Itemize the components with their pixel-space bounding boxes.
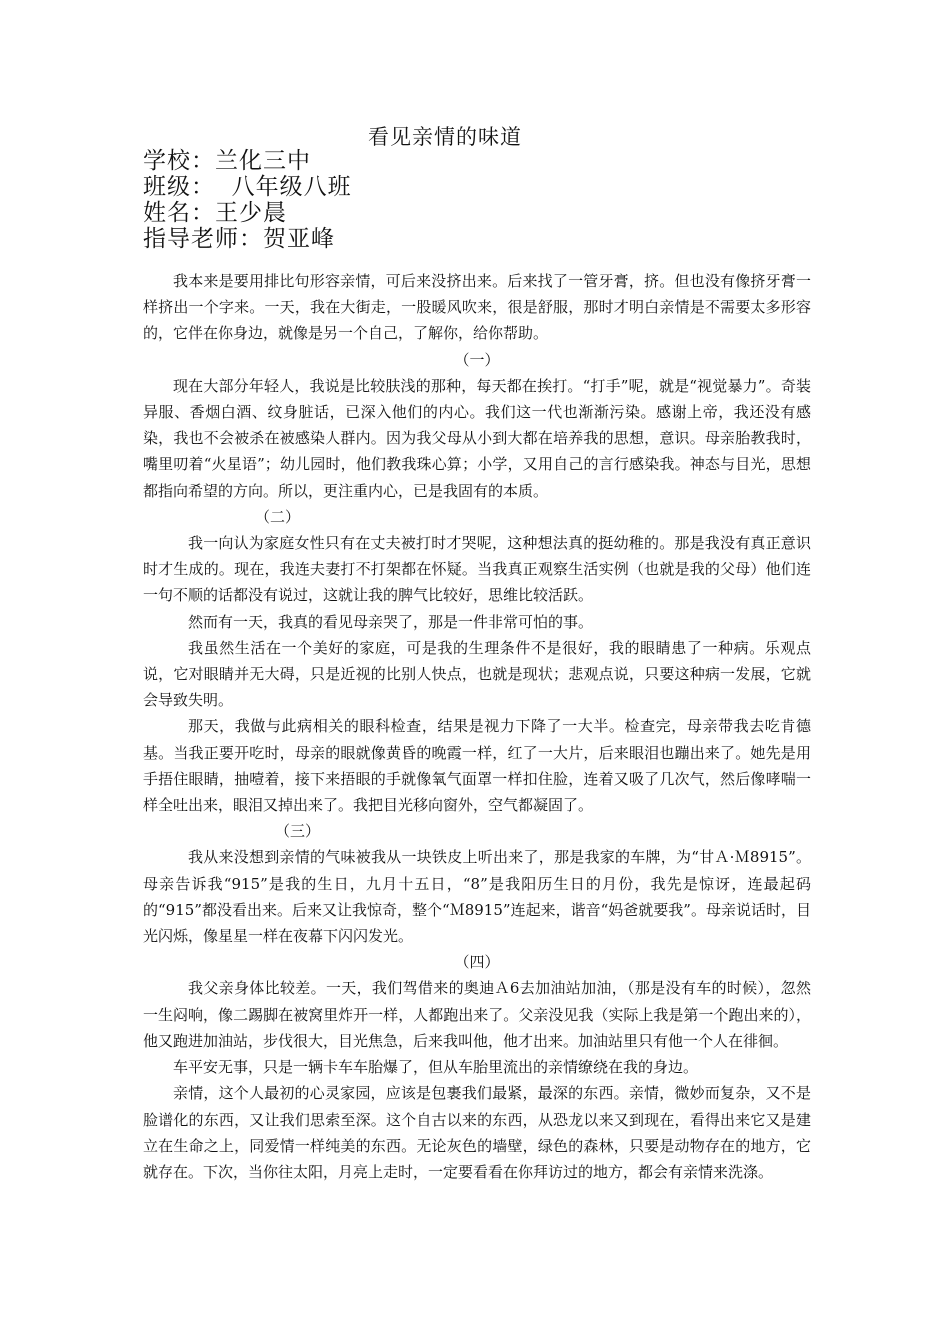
paragraph: 现在大部分年轻人，我说是比较肤浅的那种，每天都在挨打。“打手”呢，就是“视觉暴力”。奇装异服、香烟白酒、纹身脏话，已深入他们的内心。我们这一代也渐渐污染。感谢上帝，我还没有感染，我也不会被杀在被感染人群内。因为我父母从小到大都在培养我的思想，意识。母亲胎教我时，嘴里叨着“火星语”；幼儿园时，他们教我珠心算；小学，又用自己的言行感染我。神态与目光，思想都指向希望的方向。所以，更注重内心，已是我固有的本质。 (143, 376, 811, 500)
section-heading: （四） (454, 953, 500, 972)
paragraph: 亲情，这个人最初的心灵家园，应该是包裹我们最紧，最深的东西。亲情，微妙而复杂，又不是脸谱化的东西，又让我们思索至深。这个自古以来的东西，从恐龙以来又到现在，看得出来它又是建立在生命之上，同爱情一样纯美的东西。无论灰色的墙壁，绿色的森林，只要是动物存在的地方，它就存在。下次，当你往太阳，月亮上走时，一定要看看在你拜访过的地方，都会有亲情来洗涤。 (143, 1084, 811, 1181)
section-heading: （一） (454, 350, 500, 369)
school-line: 学校：兰化三中 (143, 148, 311, 174)
essay-body (143, 268, 811, 1185)
paragraph: 我虽然生活在一个美好的家庭，可是我的生理条件不是很好，我的眼睛患了一种病。乐观点说，它对眼睛并无大碍，只是近视的比别人快点，也就是现状；悲观点说，只要这种病一发展，它就会导致失明。 (143, 638, 811, 710)
section-heading: （二） (255, 507, 301, 526)
paragraph: 我本来是要用排比句形容亲情，可后来没挤出来。后来找了一管牙膏，挤。但也没有像挤牙膏一样挤出一个字来。一天，我在大街走，一股暖风吹来，很是舒服，那时才明白亲情是不需要太多形容的，它伴在你身边，就像是另一个自己，了解你，给你帮助。 (143, 272, 811, 343)
paragraph: 然而有一天，我真的看见母亲哭了，那是一件非常可怕的事。 (188, 612, 594, 631)
paragraph: 那天，我做与此病相关的眼科检查，结果是视力下降了一大半。检查完，母亲带我去吃肯德基。当我正要开吃时，母亲的眼就像黄昏的晚霞一样，红了一大片，后来眼泪也蹦出来了。她先是用手捂住眼睛，抽噎着，接下来捂眼的手就像氧气面罩一样扣住脸，连着又吸了几次气，然后像哮喘一样全吐出来，眼泪又掉出来了。我把目光移向窗外，空气都凝固了。 (143, 717, 811, 815)
class-line: 班级： 八年级八班 (143, 174, 352, 200)
paragraph: 我父亲身体比较差。一天，我们驾借来的奥迪Ａ6去加油站加油，（那是没有车的时候），忽然一生闷响，像二踢脚在被窝里炸开一样，人都跑出来了。父亲没见我（实际上我是第一个跑出来的），他又跑进加油站，步伐很大，目光焦急，后来我叫他，他才出来。加油站里只有他一个人在徘徊。 (143, 979, 811, 1050)
teacher-line: 指导老师：贺亚峰 (143, 226, 335, 252)
paragraph: 我一向认为家庭女性只有在丈夫被打时才哭呢，这种想法真的挺幼稚的。那是我没有真正意识时才生成的。现在，我连夫妻打不打架都在怀疑。当我真正观察生活实例（也就是我的父母）他们连一句不顺的话都没有说过，这就让我的脾气比较好，思维比较活跃。 (143, 534, 811, 605)
essay-title: 看见亲情的味道 (368, 125, 522, 149)
paragraph: 我从来没想到亲情的气味被我从一块铁皮上听出来了，那是我家的车牌，为“甘Ａ·Ｍ8915”。母亲告诉我“915”是我的生日，九月十五日，“8”是我阳历生日的月份，我先是惊讶，连最起码的“915”都没看出来。后来又让我惊奇，整个“Ｍ8915”连起来，谐音“妈爸就要我”。母亲说话时，目光闪烁，像星星一样在夜幕下闪闪发光。 (143, 848, 811, 946)
paragraph: 车平安无事，只是一辆卡车车胎爆了，但从车胎里流出的亲情缭绕在我的身边。 (173, 1058, 699, 1077)
section-heading: （三） (275, 822, 321, 841)
student-name-line: 姓名：王少晨 (143, 200, 287, 226)
